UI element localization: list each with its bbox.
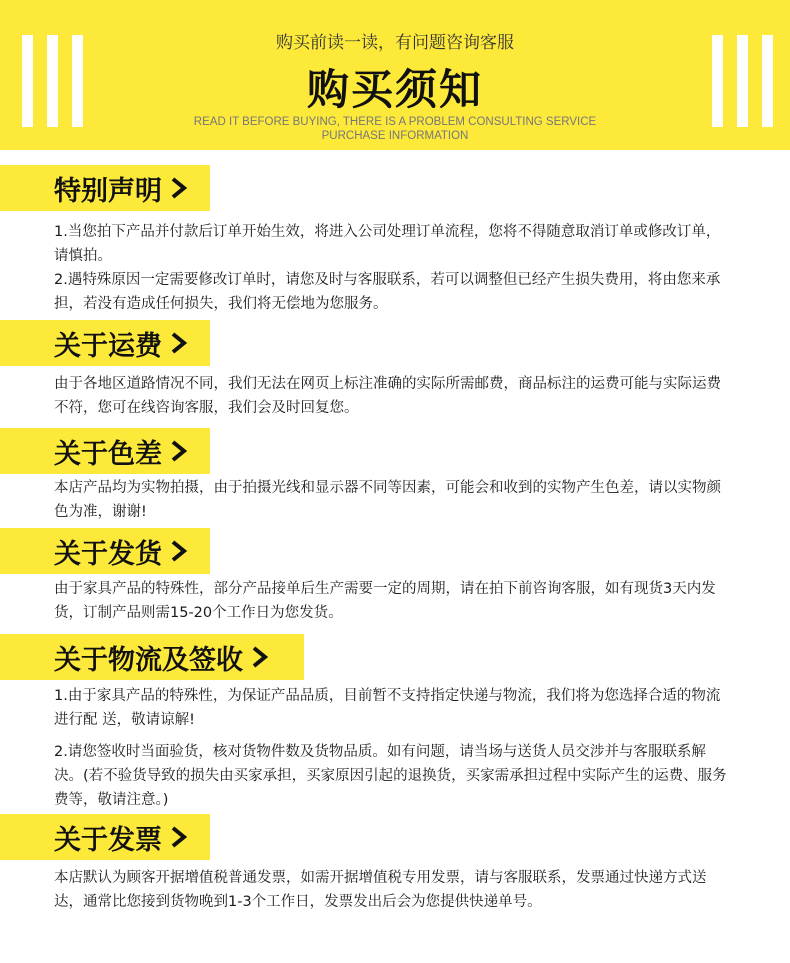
section-title: 关于发货	[54, 538, 162, 570]
chevron-right-icon	[170, 539, 188, 563]
section-title: 关于物流及签收	[54, 644, 243, 676]
section-header-logistics	[0, 634, 304, 680]
section-header-special-statement	[0, 165, 210, 211]
paragraph: 2.遇特殊原因一定需要修改订单时，请您及时与客服联系，若可以调整但已经产生损失费用，将由您来承担，若没有造成任何损失，我们将无偿地为您服务。	[54, 272, 721, 312]
header-english-line2: PURCHASE INFORMATION	[321, 130, 469, 142]
paragraph: 本店产品均为实物拍摄，由于拍摄光线和显示器不同等因素，可能会和收到的实物产生色差，请以实物颜色为准，谢谢!	[54, 480, 721, 520]
chevron-right-icon	[251, 645, 269, 669]
header-subtitle: 购买前读一读，有问题咨询客服	[276, 33, 514, 53]
paragraph: 由于各地区道路情况不同，我们无法在网页上标注准确的实际所需邮费，商品标注的运费可能与实际运费不符，您可在线咨询客服，我们会及时回复您。	[54, 376, 721, 416]
section-title: 关于发票	[54, 824, 162, 856]
section-header-delivery	[0, 528, 210, 574]
chevron-right-icon	[170, 176, 188, 200]
header-english-line1: READ IT BEFORE BUYING, THERE IS A PROBLEM CONSULTING SERVICE	[193, 116, 597, 128]
chevron-right-icon	[170, 439, 188, 463]
paragraph: 2.请您签收时当面验货，核对货物件数及货物品质。如有问题，请当场与送货人员交涉并与客服联系解决。(若不验货导致的损失由买家承担，买家原因引起的退换货，买家需承担过程中实际产生的运费、服务费等，敬请注意。)	[54, 744, 727, 808]
chevron-right-icon	[170, 331, 188, 355]
paragraph: 1.由于家具产品的特殊性，为保证产品品质，目前暂不支持指定快递与物流，我们将为您选择合适的物流进行配 送，敬请谅解!	[54, 688, 721, 728]
header-banner	[0, 0, 790, 150]
section-header-shipping-fee	[0, 320, 210, 366]
section-title: 关于色差	[54, 438, 162, 470]
section-header-color-difference	[0, 428, 210, 474]
paragraph: 1.当您拍下产品并付款后订单开始生效，将进入公司处理订单流程，您将不得随意取消订单或修改订单，请慎拍。	[54, 224, 721, 264]
section-header-invoice	[0, 814, 210, 860]
section-title: 关于运费	[54, 330, 162, 362]
page-title: 购买须知	[306, 65, 483, 114]
section-title: 特别声明	[54, 175, 162, 207]
paragraph: 本店默认为顾客开据增值税普通发票，如需开据增值税专用发票，请与客服联系，发票通过快递方式送达，通常比您接到货物晚到1-3个工作日，发票发出后会为您提供快递单号。	[54, 870, 707, 910]
paragraph: 由于家具产品的特殊性，部分产品接单后生产需要一定的周期，请在拍下前咨询客服，如有现货3天内发货，订制产品则需15-20个工作日为您发货。	[54, 581, 716, 621]
chevron-right-icon	[170, 825, 188, 849]
